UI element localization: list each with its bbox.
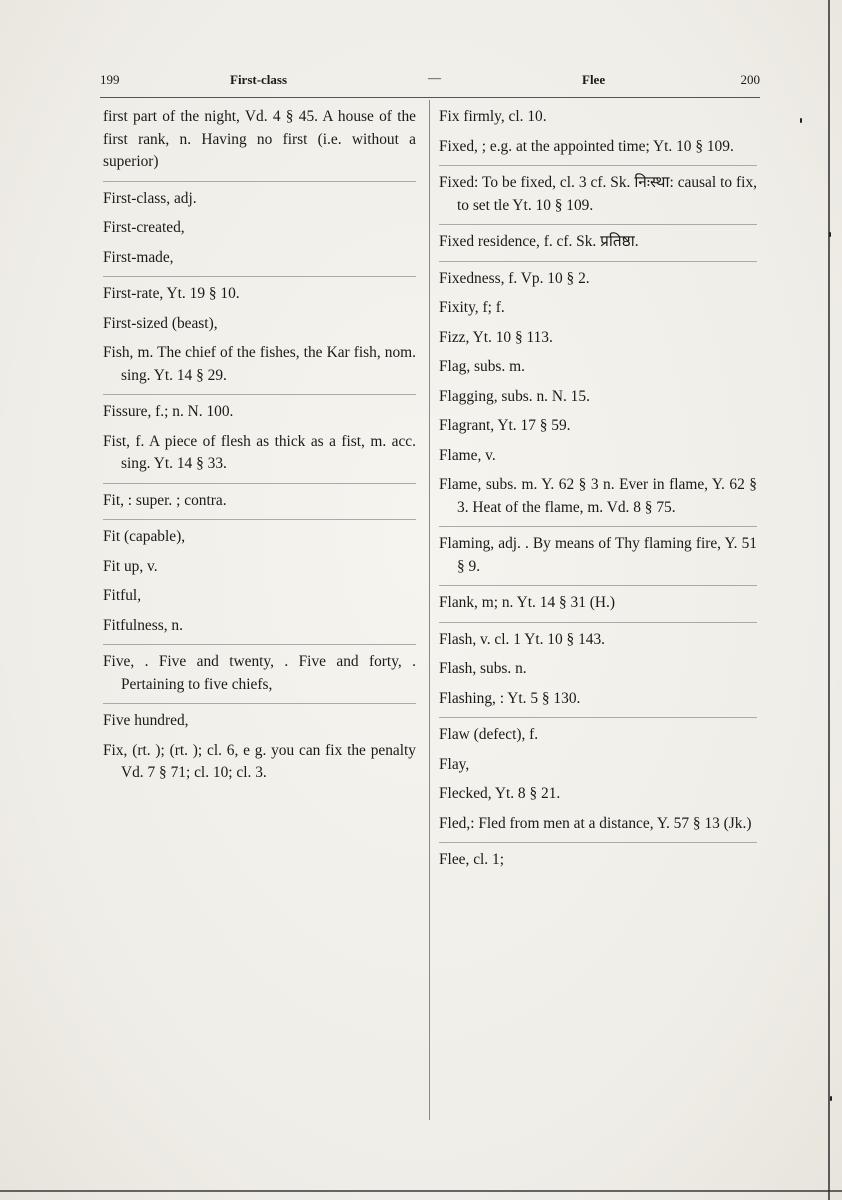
page-number-left: 199 xyxy=(100,72,120,87)
running-headword-right: Flee xyxy=(582,72,606,87)
entry-fixed: Fixed, ; e.g. at the appointed time; Yt. 10 § 109. xyxy=(439,137,734,155)
entry-fix: Fix, (rt. ); (rt. ); cl. 6, e g. you can fix the penalty Vd. 7 § 71; cl. 10; cl. 3. xyxy=(103,741,416,781)
entry-first-class: First-class, adj. xyxy=(103,189,197,207)
entry-fist: Fist, f. A piece of flesh as thick as a fist, m. acc. sing. Yt. 14 § 33. xyxy=(103,432,416,472)
entry-flame-subs: Flame, subs. m. Y. 62 § 3 n. Ever in flame, Y. 62 § 3. Heat of the flame, m. Vd. 8 § 75. xyxy=(439,476,757,516)
entry-separator xyxy=(439,585,757,586)
entry-fissure: Fissure, f.; n. N. 100. xyxy=(103,403,234,420)
entry-first-night: first part of the night, Vd. 4 § 45. A house of the first rank, n. Having no first (i.e. without a superior) xyxy=(103,108,416,170)
ink-speck xyxy=(830,1096,832,1101)
entry-flay: Flay, xyxy=(439,755,470,773)
entry-fish: Fish, m. The chief of the fishes, the Kar fish, nom. sing. Yt. 14 § 29. xyxy=(103,344,416,384)
header-rule xyxy=(100,97,760,98)
entry-fixity: Fixity, f; f. xyxy=(439,299,505,316)
entry-flagrant: Flagrant, Yt. 17 § 59. xyxy=(439,417,571,434)
entry-flag: Flag, subs. m. xyxy=(439,358,525,375)
entry-first-sized: First-sized (beast), xyxy=(103,314,218,332)
entry-flash-verb: Flash, v. cl. 1 Yt. 10 § 143. xyxy=(439,630,606,648)
entry-fled: Fled,: Fled from men at a distance, Y. 57 § 13 (Jk.) xyxy=(439,814,752,832)
left-column xyxy=(103,106,416,792)
entry-separator xyxy=(103,519,416,520)
page-edge-right xyxy=(828,0,830,1200)
entry-separator xyxy=(439,842,757,843)
entry-flaw: Flaw (defect), f. xyxy=(439,726,539,743)
entry-first-rate: First-rate, Yt. 19 § 10. xyxy=(103,285,240,302)
entry-separator xyxy=(103,394,416,395)
entry-flank: Flank, m; n. Yt. 14 § 31 (H.) xyxy=(439,594,615,611)
entry-first-made: First-made, xyxy=(103,248,174,266)
running-headword-left: First-class xyxy=(230,72,288,87)
entry-separator xyxy=(439,622,757,623)
column-divider xyxy=(429,100,430,1120)
entry-separator xyxy=(439,165,757,166)
entry-fit-up: Fit up, v. xyxy=(103,557,158,575)
entry-separator xyxy=(103,703,416,704)
entry-first-created: First-created, xyxy=(103,219,185,236)
entry-fizz: Fizz, Yt. 10 § 113. xyxy=(439,328,553,346)
entry-flaming: Flaming, adj. . By means of Thy flaming fire, Y. 51 § 9. xyxy=(439,535,757,575)
entry-separator xyxy=(103,483,416,484)
entry-fitful: Fitful, xyxy=(103,587,142,604)
entry-fix-firmly: Fix firmly, cl. 10. xyxy=(439,108,547,125)
page-number-right: 200 xyxy=(740,72,760,87)
entry-fit-capable: Fit (capable), xyxy=(103,528,186,545)
entry-separator xyxy=(103,181,416,182)
right-column xyxy=(439,106,757,879)
entry-flagging: Flagging, subs. n. N. 15. xyxy=(439,387,590,405)
ink-speck xyxy=(800,118,802,123)
entry-flame-verb: Flame, v. xyxy=(439,446,496,464)
entry-separator xyxy=(439,261,757,262)
entry-flashing: Flashing, : Yt. 5 § 130. xyxy=(439,689,581,707)
entry-five-hundred: Five hundred, xyxy=(103,712,189,729)
entry-flash-subs: Flash, subs. n. xyxy=(439,660,527,677)
entry-flecked: Flecked, Yt. 8 § 21. xyxy=(439,785,561,802)
entry-flee: Flee, cl. 1; xyxy=(439,851,504,868)
header-dash: — xyxy=(428,70,441,85)
entry-fixed-to-be: Fixed: To be fixed, cl. 3 cf. Sk. निःस्था: causal to fix, to set tle Yt. 10 § 109. xyxy=(439,174,757,214)
ink-speck xyxy=(829,232,831,237)
entry-separator xyxy=(103,276,416,277)
entry-fitfulness: Fitfulness, n. xyxy=(103,616,183,634)
entry-separator xyxy=(439,717,757,718)
entry-fixed-residence: Fixed residence, f. cf. Sk. प्रतिष्ठा. xyxy=(439,233,639,250)
entry-fit: Fit, : super. ; contra. xyxy=(103,491,227,509)
entry-separator xyxy=(439,224,757,225)
entry-fixedness: Fixedness, f. Vp. 10 § 2. xyxy=(439,269,590,287)
entry-five: Five, . Five and twenty, . Five and forty, . Pertaining to five chiefs, xyxy=(103,653,416,693)
running-header xyxy=(100,72,760,94)
entry-separator xyxy=(439,526,757,527)
page-edge-bottom xyxy=(0,1190,842,1192)
entry-separator xyxy=(103,644,416,645)
